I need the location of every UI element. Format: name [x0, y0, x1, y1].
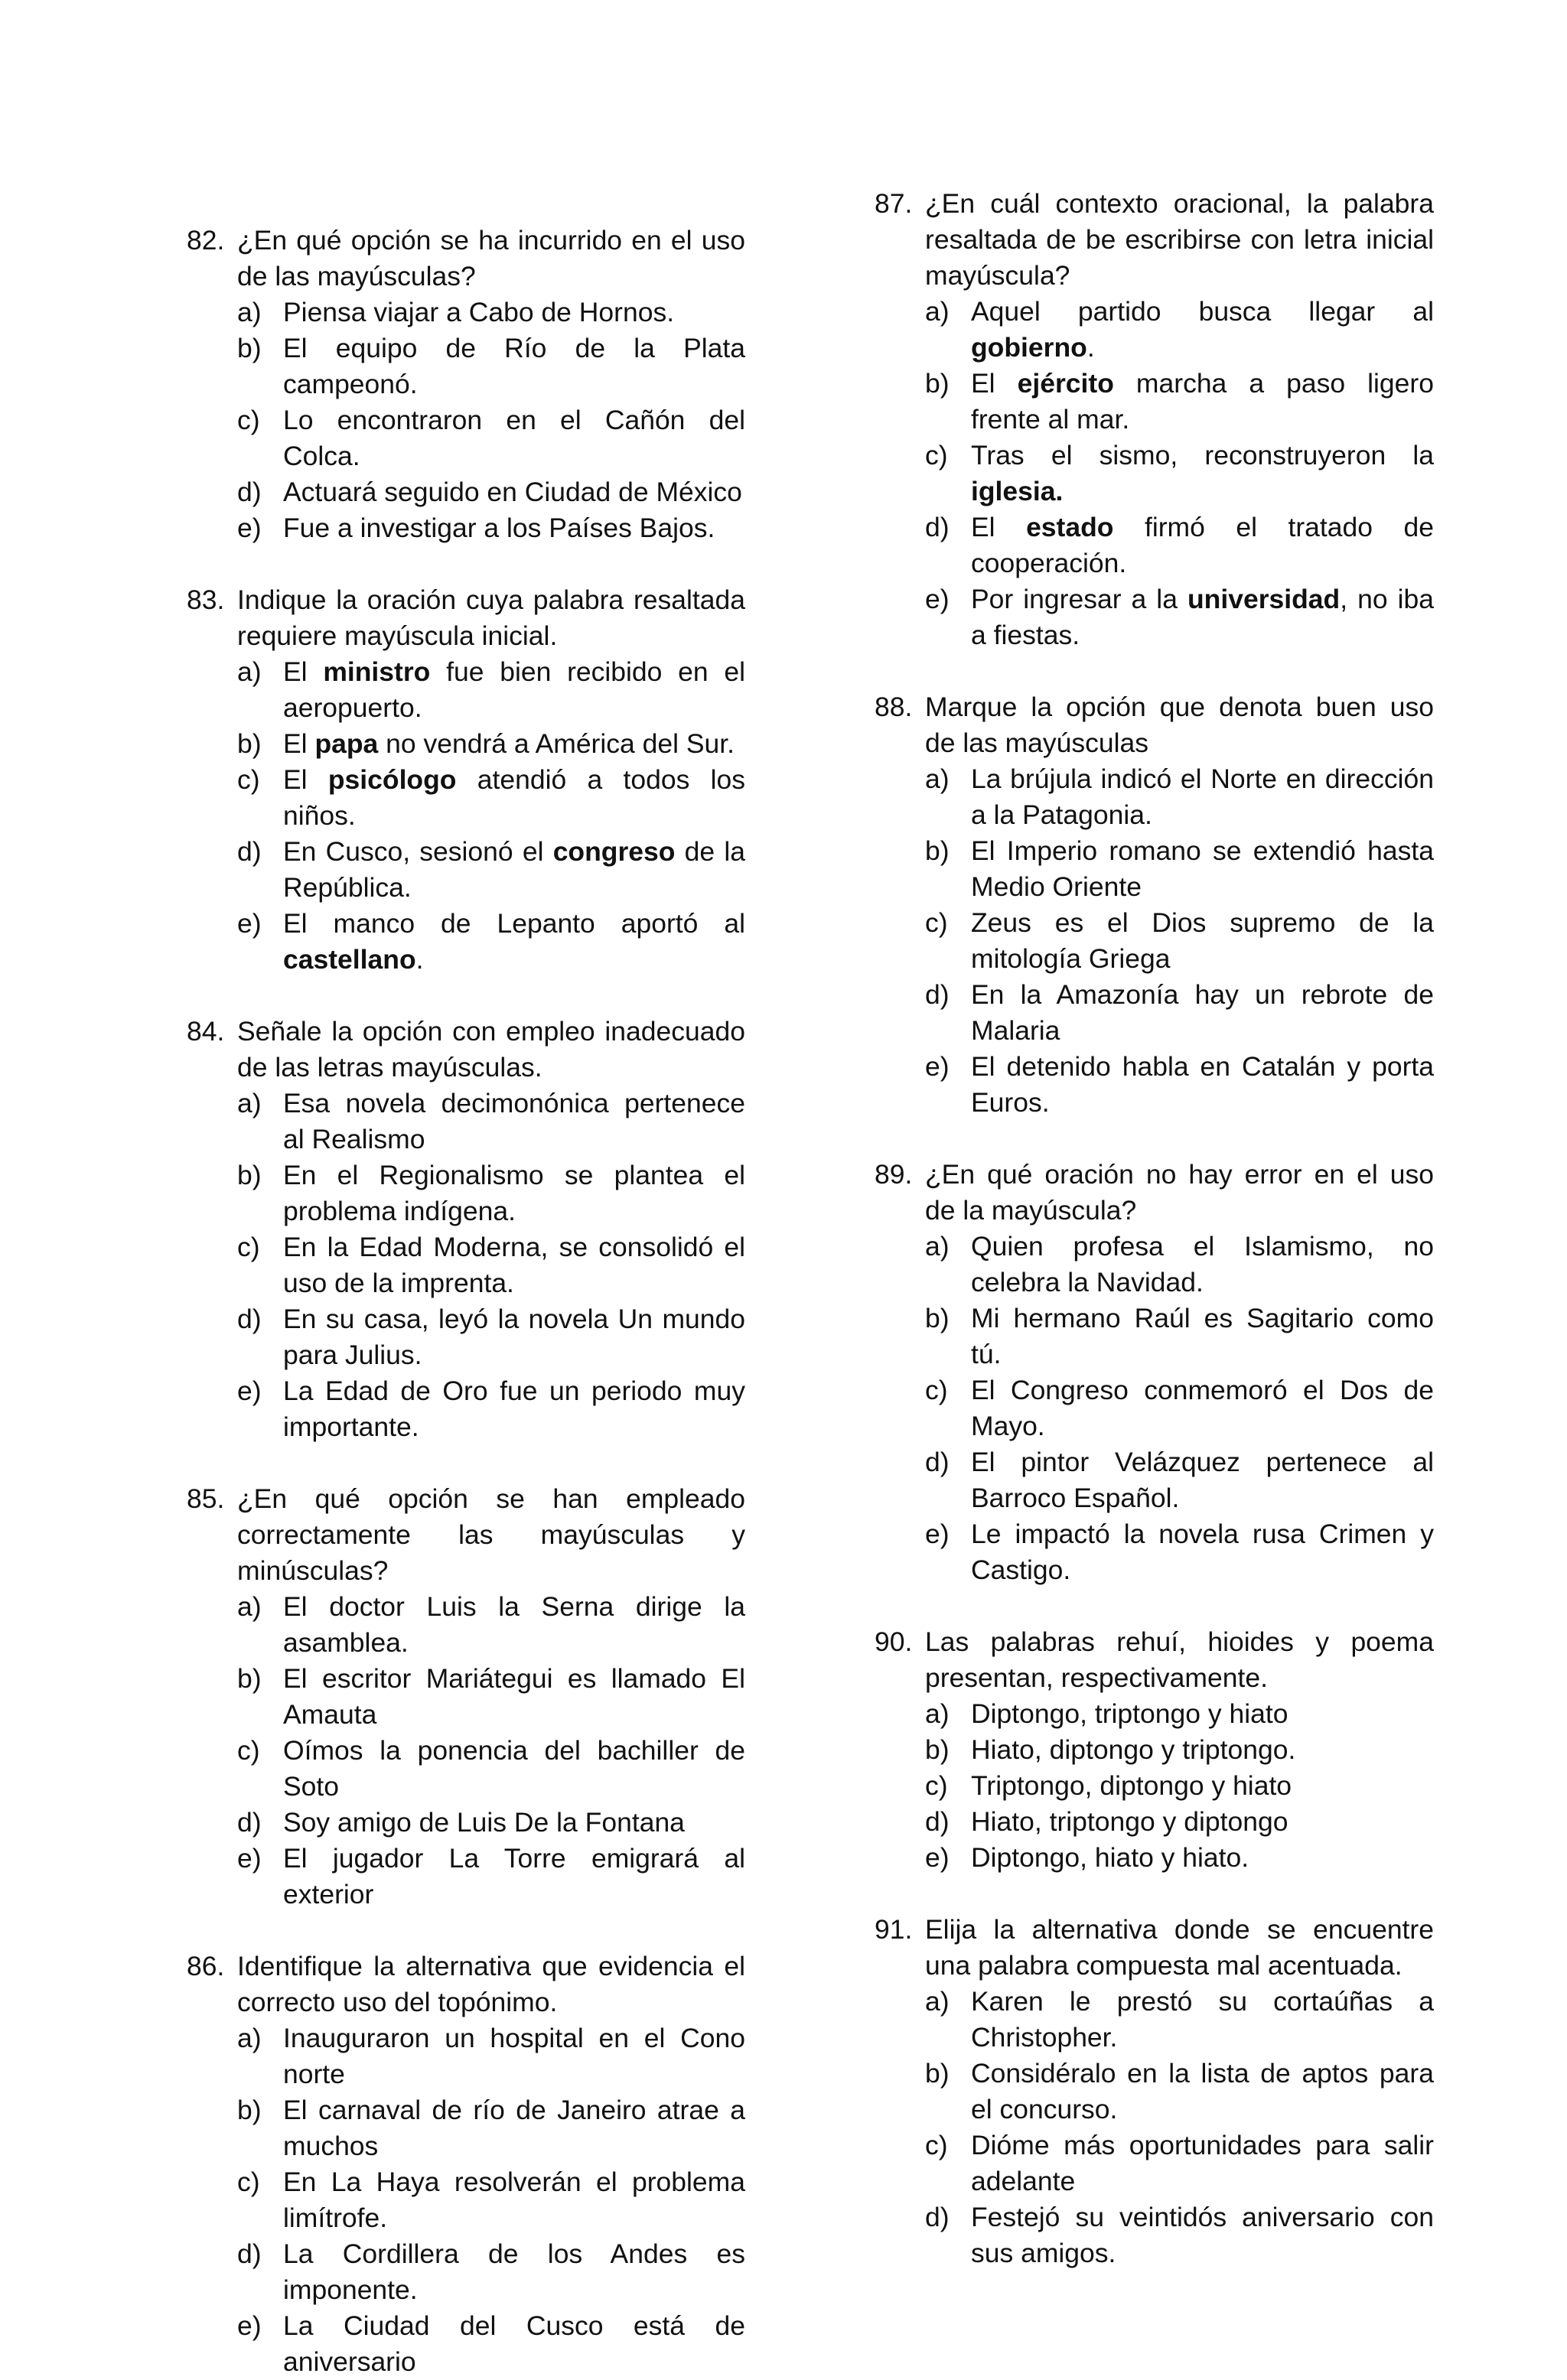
option-letter: e)	[237, 1376, 262, 1406]
question	[187, 1481, 745, 1913]
answer-option	[187, 1733, 745, 1805]
question-text: ¿En qué opción se han empleado correctamente las mayúsculas y minúsculas?	[237, 1483, 745, 1586]
answer-option	[187, 2164, 745, 2236]
options-list	[875, 1229, 1434, 1588]
highlighted-word: psicólogo	[327, 764, 457, 795]
question-stem	[875, 1157, 1434, 1229]
option-text: Actuará seguido en Ciudad de México	[283, 477, 742, 507]
question	[187, 1949, 745, 2380]
answer-option	[875, 2199, 1434, 2271]
question-number: 91.	[875, 1914, 913, 1945]
option-text: Fue a investigar a los Países Bajos.	[283, 513, 715, 543]
question-stem	[875, 689, 1434, 761]
option-text-pre: El	[971, 368, 1018, 399]
question-text: Indique la oración cuya palabra resaltada requiere mayúscula inicial.	[237, 584, 745, 651]
answer-option	[187, 834, 745, 906]
option-text	[283, 728, 735, 759]
option-text: Considéralo en la lista de aptos para el concurso.	[971, 2058, 1434, 2124]
option-letter: a)	[925, 296, 950, 327]
highlighted-word: congreso	[552, 836, 676, 867]
options-list	[187, 295, 745, 546]
options-list	[187, 1589, 745, 1913]
option-text: El pintor Velázquez pertenece al Barroco Español.	[971, 1447, 1434, 1513]
answer-option	[875, 1516, 1434, 1588]
question-text: ¿En qué oración no hay error en el uso de la mayúscula?	[925, 1159, 1434, 1226]
answer-option	[187, 1373, 745, 1445]
question	[187, 582, 745, 978]
answer-option	[875, 1696, 1434, 1732]
option-text: Dióme más oportunidades para salir adelante	[971, 2130, 1434, 2196]
option-letter: e)	[925, 1519, 950, 1549]
question-text: Señale la opción con empleo inadecuado de las letras mayúsculas.	[237, 1016, 745, 1083]
option-letter: d)	[237, 1304, 262, 1334]
option-text-pre: El manco de Lepanto aportó al	[283, 908, 745, 939]
option-text: Oímos la ponencia del bachiller de Soto	[283, 1735, 745, 1802]
answer-option	[187, 1229, 745, 1301]
answer-option	[187, 906, 745, 978]
option-letter: c)	[925, 907, 948, 938]
question	[187, 223, 745, 546]
option-text	[971, 512, 1434, 578]
option-text	[971, 440, 1434, 506]
option-letter: b)	[925, 835, 950, 866]
option-letter: a)	[237, 2023, 262, 2053]
answer-option	[875, 1768, 1434, 1804]
left-column	[187, 223, 745, 2380]
answer-option	[187, 330, 745, 402]
highlighted-word: estado	[1026, 512, 1114, 542]
answer-option	[187, 2236, 745, 2308]
option-text: El jugador La Torre emigrará al exterior	[283, 1843, 745, 1910]
option-letter: d)	[237, 2238, 262, 2269]
option-text: Piensa viajar a Cabo de Hornos.	[283, 297, 675, 327]
option-letter: d)	[237, 836, 262, 867]
answer-option	[875, 1372, 1434, 1444]
question-stem	[875, 1912, 1434, 1984]
option-text: En su casa, leyó la novela Un mundo para Julius.	[283, 1304, 745, 1370]
options-list	[875, 1696, 1434, 1876]
answer-option	[875, 510, 1434, 581]
answer-option	[875, 366, 1434, 438]
option-letter: d)	[237, 1807, 262, 1838]
option-text-pre: Por ingresar a la	[971, 584, 1187, 614]
question-number: 85.	[187, 1483, 225, 1514]
option-letter: d)	[237, 477, 262, 507]
option-text: Hiato, triptongo y diptongo	[971, 1806, 1288, 1837]
option-letter: a)	[925, 763, 950, 794]
answer-option	[875, 1444, 1434, 1516]
option-letter: e)	[925, 1051, 950, 1082]
options-list	[187, 654, 745, 978]
answer-option	[187, 474, 745, 510]
answer-option	[875, 1984, 1434, 2056]
option-text: En la Amazonía hay un rebrote de Malaria	[971, 979, 1434, 1046]
option-text: El carnaval de río de Janeiro atrae a muchos	[283, 2095, 745, 2161]
answer-option	[875, 905, 1434, 977]
option-text-post: marcha a paso ligero frente al mar.	[971, 368, 1434, 435]
option-text: El Congreso conmemoró el Dos de Mayo.	[971, 1375, 1434, 1441]
option-text-pre: Tras el sismo, reconstruyeron la	[971, 440, 1434, 470]
option-text-post: de la República.	[283, 836, 745, 903]
option-letter: a)	[237, 1088, 262, 1118]
answer-option	[875, 2128, 1434, 2199]
answer-option	[187, 2092, 745, 2164]
option-text: En La Haya resolverán el problema limítrofe.	[283, 2167, 745, 2233]
answer-option	[875, 581, 1434, 653]
option-text	[971, 368, 1434, 435]
option-letter: d)	[925, 512, 950, 542]
option-letter: b)	[237, 1663, 262, 1694]
option-text: El equipo de Río de la Plata campeonó.	[283, 333, 745, 399]
option-letter: a)	[237, 656, 262, 687]
option-letter: c)	[925, 1770, 948, 1801]
question	[875, 1157, 1434, 1588]
option-text-post: atendió a todos los niños.	[283, 764, 745, 831]
option-text	[283, 908, 745, 975]
options-list	[875, 294, 1434, 653]
option-letter: c)	[925, 440, 948, 470]
option-text	[971, 584, 1434, 650]
answer-option	[187, 295, 745, 330]
answer-option	[875, 833, 1434, 905]
option-text: El escritor Mariátegui es llamado El Amauta	[283, 1663, 745, 1730]
option-text: Le impactó la novela rusa Crimen y Castigo.	[971, 1519, 1434, 1585]
option-text: Inauguraron un hospital en el Cono norte	[283, 2023, 745, 2089]
highlighted-word: ejército	[1017, 368, 1114, 399]
question-number: 83.	[187, 584, 225, 615]
option-text: Lo encontraron en el Cañón del Colca.	[283, 405, 745, 471]
question-stem	[875, 1624, 1434, 1696]
question-text: Marque la opción que denota buen uso de las mayúsculas	[925, 692, 1434, 758]
option-text	[283, 764, 745, 831]
option-text: La Cordillera de los Andes es imponente.	[283, 2238, 745, 2305]
option-letter: b)	[925, 1734, 950, 1765]
question-text: Identifique la alternativa que evidencia el correcto uso del topónimo.	[237, 1951, 745, 2017]
option-text-post: .	[1086, 332, 1095, 363]
option-text: Mi hermano Raúl es Sagitario como tú.	[971, 1303, 1434, 1369]
answer-option	[875, 1229, 1434, 1301]
option-text-post: firmó el tratado de cooperación.	[971, 512, 1434, 578]
option-text-post: .	[415, 944, 424, 975]
question-stem	[187, 1949, 745, 2020]
option-text: Diptongo, hiato y hiato.	[971, 1842, 1249, 1873]
highlighted-word: ministro	[323, 656, 431, 687]
option-letter: b)	[925, 1303, 950, 1333]
option-text: Triptongo, diptongo y hiato	[971, 1770, 1292, 1801]
option-letter: e)	[237, 513, 262, 543]
option-letter: a)	[925, 1698, 950, 1729]
question-text: Las palabras rehuí, hioides y poema presentan, respectivamente.	[925, 1626, 1434, 1693]
option-letter: b)	[237, 2095, 262, 2125]
option-text-post: , no iba a fiestas.	[971, 584, 1435, 650]
option-text: La Edad de Oro fue un periodo muy importante.	[283, 1376, 745, 1442]
highlighted-word: castellano	[283, 944, 416, 975]
options-list	[875, 1984, 1434, 2271]
option-letter: e)	[925, 584, 950, 614]
answer-option	[187, 726, 745, 762]
answer-option	[187, 1661, 745, 1733]
option-letter: b)	[237, 1160, 262, 1190]
option-text: El doctor Luis la Serna dirige la asamblea.	[283, 1591, 745, 1658]
option-letter: b)	[925, 368, 950, 399]
option-text-pre: Aquel partido busca llegar al	[971, 296, 1434, 327]
right-column	[875, 186, 1434, 2271]
answer-option	[187, 2020, 745, 2092]
answer-option	[187, 510, 745, 546]
question	[875, 689, 1434, 1121]
option-text: Soy amigo de Luis De la Fontana	[283, 1807, 685, 1838]
answer-option	[187, 1157, 745, 1229]
option-text	[283, 656, 745, 723]
answer-option	[187, 1589, 745, 1661]
answer-option	[875, 1840, 1434, 1876]
option-text-pre: El	[283, 764, 328, 795]
answer-option	[875, 294, 1434, 366]
option-letter: b)	[237, 333, 262, 363]
option-letter: a)	[925, 1986, 950, 2017]
option-text-post: fue bien recibido en el aeropuerto.	[283, 656, 745, 723]
question-stem	[875, 186, 1434, 294]
option-text: La Ciudad del Cusco está de aniversario	[283, 2310, 745, 2377]
question-number: 82.	[187, 225, 225, 256]
question-number: 89.	[875, 1159, 913, 1190]
answer-option	[875, 761, 1434, 833]
option-text	[971, 296, 1434, 363]
option-text: Esa novela decimonónica pertenece al Realismo	[283, 1088, 745, 1154]
option-text-pre: En Cusco, sesionó el	[283, 836, 553, 867]
question-number: 90.	[875, 1626, 913, 1657]
option-letter: d)	[925, 979, 950, 1010]
option-text-post: no vendrá a América del Sur.	[378, 728, 735, 759]
option-letter: d)	[925, 1806, 950, 1837]
question-stem	[187, 582, 745, 654]
option-text-pre: El	[283, 656, 324, 687]
answer-option	[187, 1301, 745, 1373]
answer-option	[875, 1049, 1434, 1121]
answer-option	[875, 438, 1434, 510]
option-text: La brújula indicó el Norte en dirección a la Patagonia.	[971, 763, 1434, 830]
option-letter: b)	[237, 728, 262, 759]
option-text: El detenido habla en Catalán y porta Euros.	[971, 1051, 1434, 1118]
option-text: Zeus es el Dios supremo de la mitología Griega	[971, 907, 1434, 974]
question-number: 88.	[875, 692, 913, 722]
question-stem	[187, 1481, 745, 1589]
question-number: 86.	[187, 1951, 225, 1981]
answer-option	[187, 1086, 745, 1157]
answer-option	[187, 762, 745, 834]
option-text	[283, 836, 745, 903]
options-list	[875, 761, 1434, 1121]
highlighted-word: gobierno	[971, 332, 1087, 363]
answer-option	[875, 2056, 1434, 2128]
option-letter: b)	[925, 2058, 950, 2089]
option-letter: e)	[237, 1843, 262, 1874]
option-letter: c)	[237, 405, 260, 435]
question	[875, 1912, 1434, 2271]
option-text: En el Regionalismo se plantea el problema indígena.	[283, 1160, 745, 1226]
question-text: Elija la alternativa donde se encuentre una palabra compuesta mal acentuada.	[925, 1914, 1434, 1981]
question	[875, 1624, 1434, 1876]
answer-option	[875, 1301, 1434, 1372]
option-letter: a)	[237, 1591, 262, 1622]
question-text: ¿En cuál contexto oracional, la palabra resaltada de be escribirse con letra inicial mayúscula?	[925, 188, 1434, 291]
option-text: En la Edad Moderna, se consolidó el uso de la imprenta.	[283, 1232, 745, 1298]
option-text-pre: El	[283, 728, 315, 759]
option-text: Quien profesa el Islamismo, no celebra la Navidad.	[971, 1231, 1434, 1297]
question-stem	[187, 223, 745, 295]
options-list	[187, 2020, 745, 2380]
highlighted-word: papa	[314, 728, 379, 759]
highlighted-word: iglesia.	[971, 476, 1064, 506]
answer-option	[875, 1732, 1434, 1768]
question-number: 84.	[187, 1016, 225, 1047]
answer-option	[875, 977, 1434, 1049]
option-letter: d)	[925, 2202, 950, 2232]
answer-option	[187, 1805, 745, 1841]
answer-option	[187, 402, 745, 474]
option-text: Hiato, diptongo y triptongo.	[971, 1734, 1296, 1765]
option-letter: e)	[237, 908, 262, 939]
option-letter: c)	[237, 764, 260, 795]
question-stem	[187, 1014, 745, 1086]
highlighted-word: universidad	[1187, 584, 1341, 614]
option-letter: c)	[237, 1232, 260, 1262]
option-text: Karen le prestó su cortaúñas a Christopher.	[971, 1986, 1434, 2053]
option-text: Festejó su veintidós aniversario con sus amigos.	[971, 2202, 1434, 2268]
options-list	[187, 1086, 745, 1445]
question-text: ¿En qué opción se ha incurrido en el uso de las mayúsculas?	[237, 225, 745, 291]
question	[187, 1014, 745, 1445]
answer-option	[187, 654, 745, 726]
option-letter: d)	[925, 1447, 950, 1477]
question	[875, 186, 1434, 653]
option-text: El Imperio romano se extendió hasta Medio Oriente	[971, 835, 1434, 902]
option-text: Diptongo, triptongo y hiato	[971, 1698, 1288, 1729]
option-letter: e)	[237, 2310, 262, 2341]
answer-option	[187, 1841, 745, 1913]
option-letter: c)	[237, 1735, 260, 1766]
option-text-pre: El	[971, 512, 1027, 542]
option-letter: a)	[237, 297, 262, 327]
option-letter: e)	[925, 1842, 950, 1873]
option-letter: a)	[925, 1231, 950, 1262]
option-letter: c)	[237, 2167, 260, 2197]
answer-option	[875, 1804, 1434, 1840]
option-letter: c)	[925, 2130, 948, 2160]
option-letter: c)	[925, 1375, 948, 1405]
answer-option	[187, 2308, 745, 2380]
question-number: 87.	[875, 188, 913, 219]
